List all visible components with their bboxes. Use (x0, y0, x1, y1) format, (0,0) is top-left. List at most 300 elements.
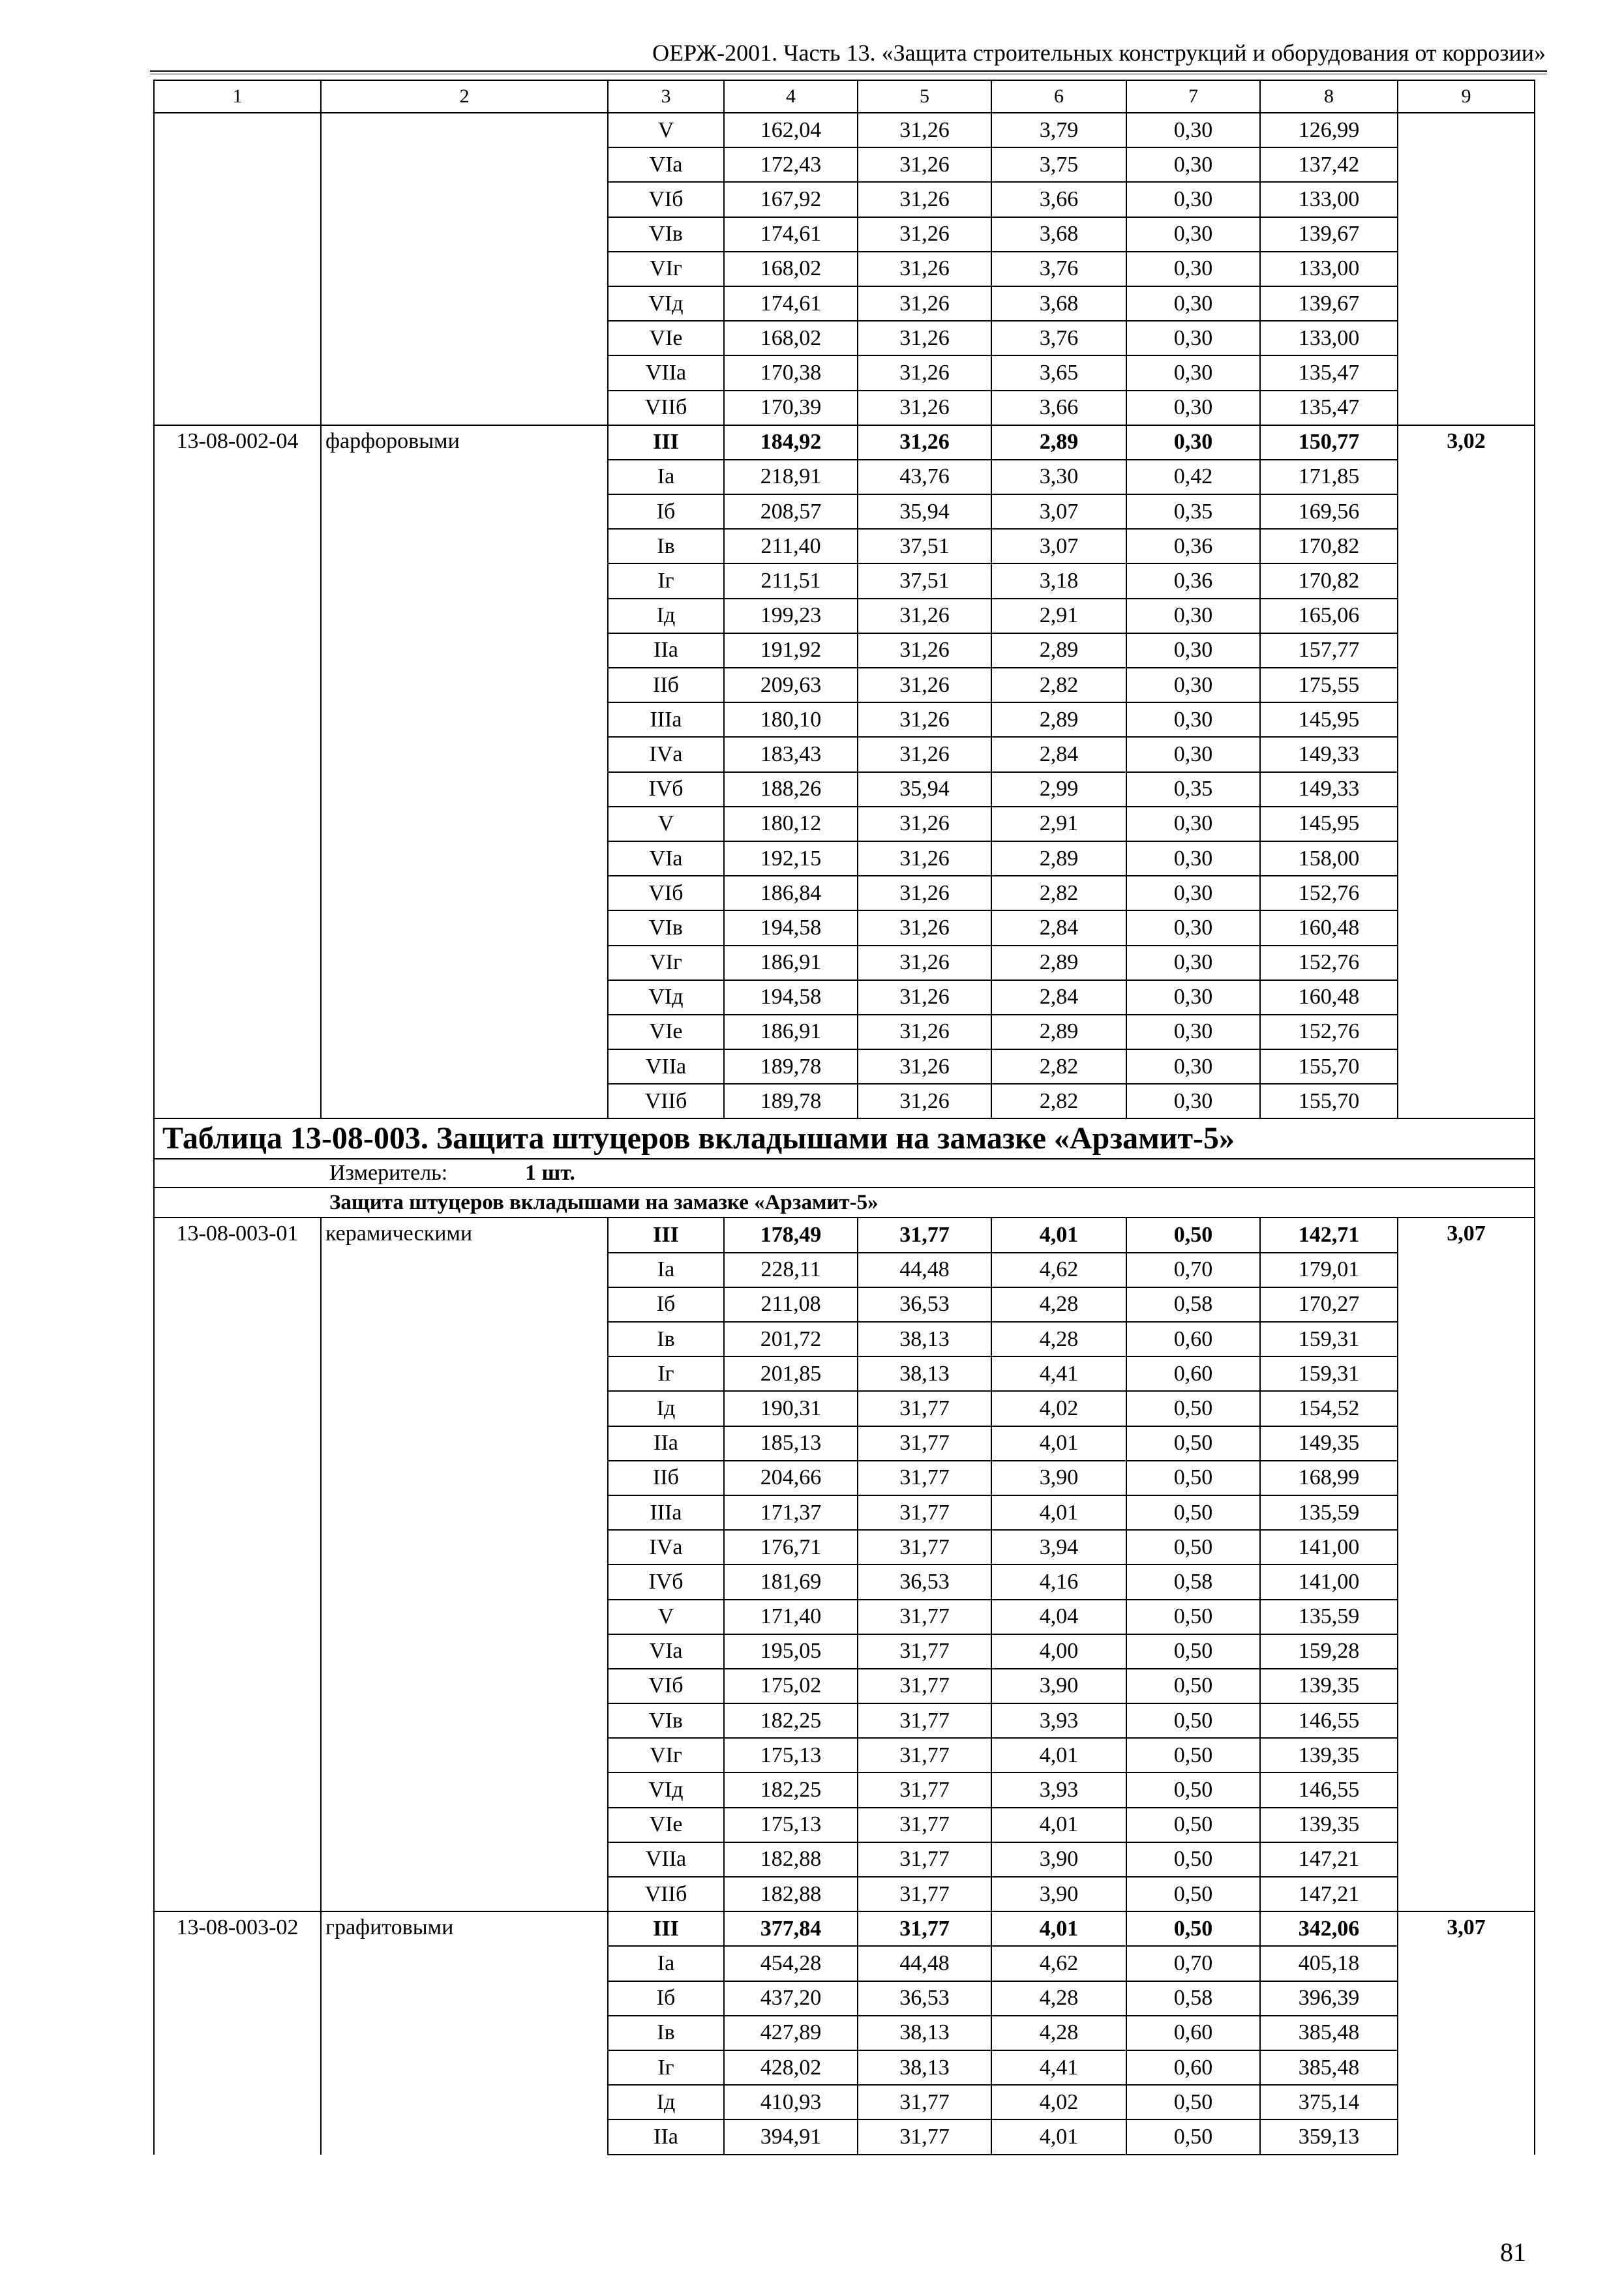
value-cell: 31,26 (858, 876, 991, 910)
value-cell: 0,60 (1126, 1322, 1260, 1356)
value-cell: 2,82 (991, 876, 1126, 910)
value-cell: 0,50 (1126, 1842, 1260, 1877)
value-cell: 44,48 (858, 1946, 991, 1981)
meter-row (154, 1159, 1535, 1188)
value-cell: 0,30 (1126, 182, 1260, 217)
value-cell: 427,89 (724, 2016, 858, 2050)
value-cell: 180,10 (724, 702, 858, 737)
value-cell: VIIа (608, 1049, 724, 1084)
value-cell: 0,30 (1126, 1084, 1260, 1118)
value-cell: 135,47 (1260, 355, 1398, 390)
value-cell: 152,76 (1260, 946, 1398, 980)
value-cell: VIIб (608, 1084, 724, 1118)
value-cell: 3,66 (991, 182, 1126, 217)
value-cell: 0,60 (1126, 2016, 1260, 2050)
value-cell: 31,77 (858, 1773, 991, 1807)
value-cell: 4,62 (991, 1946, 1126, 1981)
code-cell: 13-08-002-04 (154, 425, 321, 1119)
value-cell: Iд (608, 599, 724, 633)
value-cell: 178,49 (724, 1218, 858, 1252)
value-cell: 2,82 (991, 1084, 1126, 1118)
value-cell: 171,40 (724, 1600, 858, 1634)
value-cell: 149,33 (1260, 772, 1398, 807)
value-cell: 31,26 (858, 147, 991, 182)
coefficient-cell: 3,07 (1398, 1911, 1535, 2154)
value-cell: 0,30 (1126, 321, 1260, 355)
value-cell: 170,38 (724, 355, 858, 390)
value-cell: 147,21 (1260, 1842, 1398, 1877)
value-cell: 3,79 (991, 113, 1126, 147)
value-cell: 0,50 (1126, 1877, 1260, 1911)
value-cell: 0,50 (1126, 2085, 1260, 2119)
value-cell: 0,30 (1126, 599, 1260, 633)
value-cell: 146,55 (1260, 1773, 1398, 1807)
header-rule (150, 70, 1547, 74)
value-cell: 159,31 (1260, 1322, 1398, 1356)
value-cell: 4,02 (991, 1391, 1126, 1426)
value-cell: 162,04 (724, 113, 858, 147)
value-cell: 189,78 (724, 1049, 858, 1084)
value-cell: 139,67 (1260, 217, 1398, 252)
value-cell: 31,26 (858, 1049, 991, 1084)
value-cell: 146,55 (1260, 1703, 1398, 1738)
coefficient-cell: 3,02 (1398, 425, 1535, 1119)
value-cell: 0,50 (1126, 1461, 1260, 1495)
value-cell: 0,50 (1126, 1669, 1260, 1703)
value-cell: 3,90 (991, 1842, 1126, 1877)
value-cell: 174,61 (724, 217, 858, 252)
meter-cell (154, 1159, 1535, 1188)
value-cell: VIв (608, 1703, 724, 1738)
value-cell: 31,26 (858, 391, 991, 425)
value-cell: 410,93 (724, 2085, 858, 2119)
value-cell: 31,77 (858, 1911, 991, 1946)
value-cell: 0,30 (1126, 391, 1260, 425)
value-cell: 36,53 (858, 1981, 991, 2016)
value-cell: 0,30 (1126, 876, 1260, 910)
value-cell: 385,48 (1260, 2050, 1398, 2085)
value-cell: 3,75 (991, 147, 1126, 182)
value-cell: IIб (608, 668, 724, 702)
value-cell: 4,01 (991, 1808, 1126, 1842)
value-cell: 31,26 (858, 217, 991, 252)
value-cell: VIе (608, 1808, 724, 1842)
value-cell: Iб (608, 494, 724, 529)
column-number: 4 (724, 80, 858, 113)
value-cell: 188,26 (724, 772, 858, 807)
desc-cell: фарфоровыми (321, 425, 608, 1119)
value-cell: 2,89 (991, 1015, 1126, 1049)
value-cell: 0,30 (1126, 946, 1260, 980)
value-cell: 139,35 (1260, 1669, 1398, 1703)
value-cell: VIIб (608, 391, 724, 425)
value-cell: 2,91 (991, 599, 1126, 633)
value-cell: 0,30 (1126, 910, 1260, 945)
value-cell: 31,77 (858, 1808, 991, 1842)
value-cell: 31,77 (858, 1877, 991, 1911)
value-cell: 135,59 (1260, 1600, 1398, 1634)
value-cell: 183,43 (724, 737, 858, 771)
value-cell: 38,13 (858, 2050, 991, 2085)
value-cell: 31,26 (858, 113, 991, 147)
value-cell: 2,89 (991, 633, 1126, 668)
value-cell: 152,76 (1260, 1015, 1398, 1049)
value-cell: 199,23 (724, 599, 858, 633)
value-cell: IIа (608, 1426, 724, 1461)
value-cell: 3,66 (991, 391, 1126, 425)
value-cell: 179,01 (1260, 1253, 1398, 1287)
value-cell: IIа (608, 633, 724, 668)
value-cell: 211,40 (724, 529, 858, 563)
value-cell: 141,00 (1260, 1564, 1398, 1599)
value-cell: 31,26 (858, 807, 991, 841)
value-cell: 3,76 (991, 321, 1126, 355)
table-row (154, 1911, 1535, 1946)
value-cell: 31,26 (858, 737, 991, 771)
value-cell: 359,13 (1260, 2119, 1398, 2154)
value-cell: 0,50 (1126, 1530, 1260, 1564)
section-heading: Защита штуцеров вкладышами на замазке «Арзамит-5» (329, 1191, 879, 1215)
value-cell: 170,39 (724, 391, 858, 425)
value-cell: VIд (608, 286, 724, 321)
value-cell: 0,35 (1126, 772, 1260, 807)
value-cell: 3,18 (991, 563, 1126, 598)
value-cell: 3,68 (991, 286, 1126, 321)
value-cell: 174,61 (724, 286, 858, 321)
value-cell: 0,60 (1126, 1356, 1260, 1391)
value-cell: 428,02 (724, 2050, 858, 2085)
value-cell: 135,47 (1260, 391, 1398, 425)
value-cell: 186,91 (724, 1015, 858, 1049)
value-cell: 142,71 (1260, 1218, 1398, 1252)
value-cell: 437,20 (724, 1981, 858, 2016)
value-cell: 170,82 (1260, 563, 1398, 598)
value-cell: 141,00 (1260, 1530, 1398, 1564)
value-cell: IIIа (608, 1495, 724, 1530)
value-cell: 2,84 (991, 910, 1126, 945)
value-cell: 175,55 (1260, 668, 1398, 702)
value-cell: 4,04 (991, 1600, 1126, 1634)
value-cell: 31,77 (858, 2085, 991, 2119)
value-cell: Iд (608, 2085, 724, 2119)
value-cell: 0,58 (1126, 1287, 1260, 1322)
column-number: 8 (1260, 80, 1398, 113)
value-cell: 3,90 (991, 1669, 1126, 1703)
column-number: 3 (608, 80, 724, 113)
value-cell: 3,76 (991, 252, 1126, 286)
value-cell: 0,30 (1126, 633, 1260, 668)
value-cell: Iд (608, 1391, 724, 1426)
column-number: 7 (1126, 80, 1260, 113)
value-cell: V (608, 1600, 724, 1634)
value-cell: VIг (608, 252, 724, 286)
value-cell: Iв (608, 529, 724, 563)
value-cell: 31,26 (858, 702, 991, 737)
page-number: 81 (1500, 2237, 1526, 2267)
value-cell: 405,18 (1260, 1946, 1398, 1981)
value-cell: 0,50 (1126, 1808, 1260, 1842)
value-cell: 194,58 (724, 910, 858, 945)
value-cell: 0,30 (1126, 737, 1260, 771)
section-row (154, 1188, 1535, 1218)
value-cell: Iа (608, 1946, 724, 1981)
value-cell: 135,59 (1260, 1495, 1398, 1530)
value-cell: 0,50 (1126, 1773, 1260, 1807)
code-cell: 13-08-003-01 (154, 1218, 321, 1911)
value-cell: 36,53 (858, 1564, 991, 1599)
value-cell: 4,01 (991, 2119, 1126, 2154)
value-cell: 3,90 (991, 1877, 1126, 1911)
value-cell: 0,30 (1126, 286, 1260, 321)
value-cell: 185,13 (724, 1426, 858, 1461)
value-cell: 37,51 (858, 563, 991, 598)
value-cell: 0,35 (1126, 494, 1260, 529)
value-cell: 3,90 (991, 1461, 1126, 1495)
value-cell: 31,77 (858, 1530, 991, 1564)
value-cell: 0,50 (1126, 2119, 1260, 2154)
value-cell: 175,13 (724, 1738, 858, 1773)
rates-table (153, 80, 1535, 2155)
meter-value: 1 шт. (525, 1161, 575, 1186)
value-cell: 170,82 (1260, 529, 1398, 563)
value-cell: 4,01 (991, 1218, 1126, 1252)
value-cell: 133,00 (1260, 321, 1398, 355)
value-cell: 0,50 (1126, 1391, 1260, 1426)
value-cell: 394,91 (724, 2119, 858, 2154)
value-cell: 0,60 (1126, 2050, 1260, 2085)
column-number: 9 (1398, 80, 1535, 113)
value-cell: 31,77 (858, 1703, 991, 1738)
column-number: 1 (154, 80, 321, 113)
value-cell: 211,08 (724, 1287, 858, 1322)
value-cell: 31,77 (858, 1738, 991, 1773)
value-cell: 0,30 (1126, 980, 1260, 1015)
value-cell: Iг (608, 563, 724, 598)
value-cell: 2,89 (991, 702, 1126, 737)
value-cell: 154,52 (1260, 1391, 1398, 1426)
value-cell: VIб (608, 1669, 724, 1703)
value-cell: 31,77 (858, 1842, 991, 1877)
value-cell: IVа (608, 737, 724, 771)
value-cell: VIб (608, 876, 724, 910)
value-cell: 211,51 (724, 563, 858, 598)
value-cell: 375,14 (1260, 2085, 1398, 2119)
section-cell (154, 1188, 1535, 1218)
column-number: 2 (321, 80, 608, 113)
value-cell: 0,30 (1126, 1049, 1260, 1084)
value-cell: 0,50 (1126, 1218, 1260, 1252)
value-cell: 159,28 (1260, 1634, 1398, 1669)
value-cell: Iв (608, 2016, 724, 2050)
value-cell: 133,00 (1260, 252, 1398, 286)
value-cell: 31,26 (858, 980, 991, 1015)
value-cell: VIв (608, 910, 724, 945)
value-cell: 147,21 (1260, 1877, 1398, 1911)
value-cell: IVа (608, 1530, 724, 1564)
code-cell: 13-08-003-02 (154, 1911, 321, 2154)
value-cell: 31,77 (858, 1391, 991, 1426)
value-cell: 3,07 (991, 494, 1126, 529)
value-cell: 175,13 (724, 1808, 858, 1842)
value-cell: 31,77 (858, 1461, 991, 1495)
value-cell: 31,26 (858, 841, 991, 876)
value-cell: 189,78 (724, 1084, 858, 1118)
value-cell: 31,77 (858, 1669, 991, 1703)
value-cell: 38,13 (858, 1356, 991, 1391)
value-cell: 137,42 (1260, 147, 1398, 182)
value-cell: 4,01 (991, 1495, 1126, 1530)
value-cell: 186,84 (724, 876, 858, 910)
value-cell: 145,95 (1260, 702, 1398, 737)
value-cell: 4,62 (991, 1253, 1126, 1287)
value-cell: 4,41 (991, 2050, 1126, 2085)
value-cell: 201,85 (724, 1356, 858, 1391)
value-cell: VIг (608, 946, 724, 980)
value-cell: Iв (608, 1322, 724, 1356)
value-cell: 139,35 (1260, 1738, 1398, 1773)
value-cell: 0,36 (1126, 563, 1260, 598)
value-cell: 0,30 (1126, 425, 1260, 460)
value-cell: 133,00 (1260, 182, 1398, 217)
value-cell: 194,58 (724, 980, 858, 1015)
value-cell: 184,92 (724, 425, 858, 460)
value-cell: 2,84 (991, 980, 1126, 1015)
value-cell: 0,30 (1126, 841, 1260, 876)
value-cell: 0,50 (1126, 1738, 1260, 1773)
value-cell: 31,26 (858, 321, 991, 355)
value-cell: III (608, 1218, 724, 1252)
value-cell: VIб (608, 182, 724, 217)
value-cell: 0,30 (1126, 702, 1260, 737)
value-cell: 0,30 (1126, 217, 1260, 252)
value-cell: 167,92 (724, 182, 858, 217)
value-cell: 2,89 (991, 946, 1126, 980)
value-cell: 31,26 (858, 1084, 991, 1118)
value-cell: 3,93 (991, 1703, 1126, 1738)
value-cell: 0,58 (1126, 1981, 1260, 2016)
desc-cell: керамическими (321, 1218, 608, 1911)
value-cell: 0,50 (1126, 1426, 1260, 1461)
value-cell: Iа (608, 1253, 724, 1287)
value-cell: VIе (608, 1015, 724, 1049)
column-number: 6 (991, 80, 1126, 113)
value-cell: 396,39 (1260, 1981, 1398, 2016)
value-cell: V (608, 113, 724, 147)
value-cell: 44,48 (858, 1253, 991, 1287)
table-row (154, 113, 1535, 147)
value-cell: 0,50 (1126, 1495, 1260, 1530)
value-cell: 139,35 (1260, 1808, 1398, 1842)
value-cell: 165,06 (1260, 599, 1398, 633)
table-title: Таблица 13-08-003. Защита штуцеров вкладышами на замазке «Арзамит-5» (154, 1118, 1535, 1159)
value-cell: 3,30 (991, 460, 1126, 494)
running-header: ОЕРЖ-2001. Часть 13. «Защита строительных конструкций и оборудования от коррозии» (652, 40, 1546, 66)
value-cell: 385,48 (1260, 2016, 1398, 2050)
value-cell: 35,94 (858, 494, 991, 529)
value-cell: 155,70 (1260, 1084, 1398, 1118)
value-cell: 31,26 (858, 946, 991, 980)
value-cell: IVб (608, 1564, 724, 1599)
value-cell: 158,00 (1260, 841, 1398, 876)
value-cell: 31,77 (858, 1634, 991, 1669)
value-cell: 192,15 (724, 841, 858, 876)
value-cell: 2,89 (991, 841, 1126, 876)
column-number-row (154, 80, 1535, 113)
value-cell: 38,13 (858, 2016, 991, 2050)
value-cell: 0,50 (1126, 1911, 1260, 1946)
value-cell: 181,69 (724, 1564, 858, 1599)
value-cell: 191,92 (724, 633, 858, 668)
value-cell: 209,63 (724, 668, 858, 702)
value-cell: 204,66 (724, 1461, 858, 1495)
value-cell: 182,88 (724, 1842, 858, 1877)
value-cell: 126,99 (1260, 113, 1398, 147)
value-cell: 176,71 (724, 1530, 858, 1564)
value-cell: VIд (608, 980, 724, 1015)
value-cell: III (608, 425, 724, 460)
value-cell: VIе (608, 321, 724, 355)
value-cell: Iг (608, 1356, 724, 1391)
value-cell: IIб (608, 1461, 724, 1495)
value-cell: 190,31 (724, 1391, 858, 1426)
value-cell: 0,50 (1126, 1703, 1260, 1738)
value-cell: 169,56 (1260, 494, 1398, 529)
value-cell: 160,48 (1260, 980, 1398, 1015)
value-cell: Iг (608, 2050, 724, 2085)
value-cell: 180,12 (724, 807, 858, 841)
table-title-row (154, 1118, 1535, 1159)
value-cell: 149,35 (1260, 1426, 1398, 1461)
value-cell: 31,26 (858, 355, 991, 390)
value-cell: 0,70 (1126, 1253, 1260, 1287)
value-cell: 145,95 (1260, 807, 1398, 841)
value-cell: VIа (608, 841, 724, 876)
value-cell: 454,28 (724, 1946, 858, 1981)
value-cell: 31,26 (858, 286, 991, 321)
value-cell: 31,26 (858, 1015, 991, 1049)
value-cell: VIIб (608, 1877, 724, 1911)
value-cell: 155,70 (1260, 1049, 1398, 1084)
value-cell: 2,82 (991, 668, 1126, 702)
value-cell: 2,84 (991, 737, 1126, 771)
value-cell: 195,05 (724, 1634, 858, 1669)
value-cell: VIа (608, 1634, 724, 1669)
value-cell: 0,42 (1126, 460, 1260, 494)
value-cell: 0,30 (1126, 147, 1260, 182)
value-cell: 4,01 (991, 1911, 1126, 1946)
value-cell: 201,72 (724, 1322, 858, 1356)
value-cell: 149,33 (1260, 737, 1398, 771)
value-cell: 170,27 (1260, 1287, 1398, 1322)
value-cell: 4,16 (991, 1564, 1126, 1599)
value-cell: 31,26 (858, 182, 991, 217)
value-cell: 4,02 (991, 2085, 1126, 2119)
value-cell: 182,25 (724, 1703, 858, 1738)
value-cell: 159,31 (1260, 1356, 1398, 1391)
value-cell: 31,77 (858, 1218, 991, 1252)
value-cell: 0,30 (1126, 807, 1260, 841)
value-cell: 168,02 (724, 321, 858, 355)
value-cell: VIг (608, 1738, 724, 1773)
value-cell: VIа (608, 147, 724, 182)
value-cell: 139,67 (1260, 286, 1398, 321)
table-row (154, 1218, 1535, 1252)
value-cell: 3,65 (991, 355, 1126, 390)
value-cell: 171,37 (724, 1495, 858, 1530)
value-cell: 43,76 (858, 460, 991, 494)
value-cell: 4,41 (991, 1356, 1126, 1391)
code-cell (154, 113, 321, 425)
